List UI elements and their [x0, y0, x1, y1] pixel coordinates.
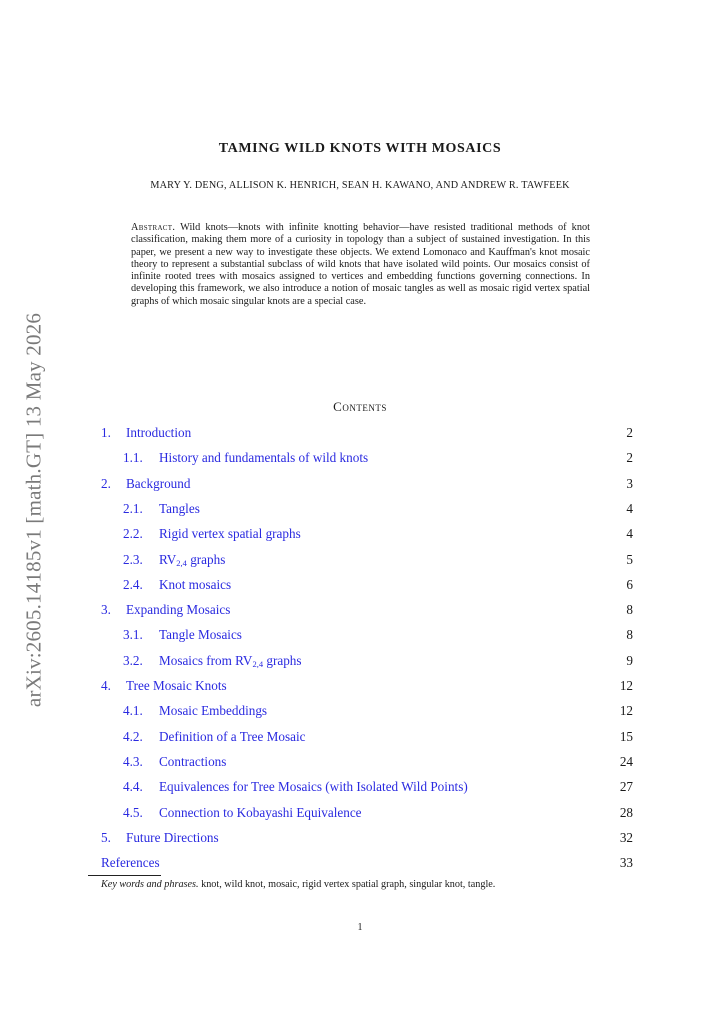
toc-entry-title[interactable]	[126, 677, 227, 695]
toc-entry[interactable]	[123, 551, 633, 569]
footnote-rule	[88, 875, 161, 876]
abstract-body: Wild knots—knots with infinite knotting behavior—have resisted traditional methods of knot classification, making them more of a curiosity in topology than a subject of sustained investigation. In this paper, we present a new way to investigate these objects. We extend Lomonaco and Kauffman's knot mosaic theory to represent a substantial subclass of wild knots that have isolated wild points. Our mosaics consist of infinite rooted trees with mosaics assigned to vertices and embedding functions governing connections. In developing this framework, we also introduce a notion of mosaic tangles as well as mosaic rigid vertex spatial graphs of which mosaic singular knots are a special case.	[131, 222, 590, 307]
toc-entry[interactable]	[123, 702, 633, 720]
toc-entry-title-suffix[interactable]: graphs	[186, 551, 226, 567]
toc-entry-title[interactable]	[159, 728, 306, 746]
toc-entry-page: 8	[626, 627, 633, 643]
toc-entry-title-text[interactable]: History and fundamentals of wild knots	[159, 450, 369, 466]
paper-title: TAMING WILD KNOTS WITH MOSAICS	[218, 141, 502, 156]
toc-entry[interactable]	[123, 626, 633, 644]
toc-entry-page: 33	[619, 855, 633, 871]
toc-entry-number[interactable]: 2.4.	[123, 576, 143, 592]
toc-entry-title[interactable]	[159, 804, 362, 822]
toc-entry[interactable]	[123, 500, 633, 518]
keywords-footnote	[101, 879, 495, 890]
contents-heading: Contents	[333, 399, 387, 414]
toc-entry[interactable]	[123, 449, 633, 467]
toc-entry-page: 2	[626, 425, 633, 440]
toc-entry-title[interactable]	[159, 702, 267, 720]
toc-entry-title-text[interactable]: Background	[126, 475, 191, 491]
toc-entry-title-text[interactable]: Tangle Mosaics	[159, 627, 242, 643]
toc-entry[interactable]	[123, 525, 633, 543]
toc-entry[interactable]	[123, 728, 633, 746]
toc-entry-title[interactable]	[159, 576, 231, 594]
toc-entry-title[interactable]	[159, 753, 226, 771]
toc-entry-number[interactable]: 3.2.	[123, 652, 143, 668]
toc-entry-title[interactable]	[159, 551, 225, 569]
toc-entry-title[interactable]	[159, 626, 242, 644]
toc-entry-title-text[interactable]: Future Directions	[126, 829, 219, 845]
toc-entry-number[interactable]: 4.1.	[123, 703, 143, 719]
toc-entry-page: 32	[619, 829, 633, 845]
toc-entry-title-text[interactable]: Expanding Mosaics	[126, 602, 231, 618]
toc-entry-page: 12	[619, 678, 633, 693]
toc-entry-page: 15	[619, 728, 633, 744]
toc-entry-page: 8	[626, 602, 633, 618]
toc-entry[interactable]	[101, 475, 633, 493]
toc-entry-number[interactable]: 3.	[101, 602, 111, 618]
toc-entry-page: 24	[619, 753, 633, 769]
toc-entry-title[interactable]	[159, 652, 302, 670]
toc-entry-number[interactable]: 4.4.	[123, 779, 143, 795]
toc-entry-number[interactable]: 5.	[101, 829, 111, 845]
toc-entry-number[interactable]: 4.3.	[123, 753, 143, 769]
abstract	[131, 222, 590, 308]
toc-entry-title-suffix[interactable]: graphs	[263, 652, 302, 668]
toc-entry-page: 12	[619, 703, 633, 719]
toc-entry[interactable]	[101, 854, 633, 872]
toc-entry-title[interactable]	[126, 475, 190, 493]
toc-entry-subscript[interactable]: 2,4	[176, 557, 187, 568]
toc-entry[interactable]	[123, 804, 633, 822]
toc-entry-number[interactable]: 2.	[101, 475, 111, 491]
toc-entry-number[interactable]: 2.3.	[123, 551, 143, 567]
toc-entry-title-text[interactable]: Tree Mosaic Knots	[126, 678, 227, 693]
page-number: 1	[357, 922, 363, 933]
toc-entry[interactable]	[123, 576, 633, 594]
toc-entry[interactable]	[123, 753, 633, 771]
toc-entry-title[interactable]	[159, 500, 200, 518]
toc-entry-number[interactable]: 4.5.	[123, 804, 143, 820]
toc-entry-title[interactable]	[159, 778, 468, 796]
toc-entry-page: 28	[619, 804, 633, 820]
toc-entry-title[interactable]	[126, 424, 191, 442]
toc-entry-page: 5	[626, 551, 633, 567]
toc-entry-number[interactable]: 3.1.	[123, 627, 143, 643]
toc-entry-title-text[interactable]: Introduction	[126, 425, 192, 440]
toc-entry[interactable]	[101, 601, 633, 619]
toc-entry-number[interactable]: 2.2.	[123, 526, 143, 542]
toc-entry-page: 4	[626, 526, 633, 542]
keywords-label: Key words and phrases.	[101, 879, 199, 890]
toc-entry-page: 2	[626, 450, 633, 466]
toc-entry-page: 9	[626, 652, 633, 668]
toc-entry-title-text[interactable]: Connection to Kobayashi Equivalence	[159, 804, 362, 820]
toc-entry[interactable]	[101, 424, 633, 442]
toc-entry-subscript[interactable]: 2,4	[252, 658, 264, 669]
abstract-heading: Abstract.	[131, 222, 176, 233]
toc-entry-number[interactable]: 4.2.	[123, 728, 143, 744]
toc-entry-number[interactable]: 1.1.	[123, 450, 143, 466]
toc-entry[interactable]	[123, 652, 633, 670]
toc-entry[interactable]	[101, 829, 633, 847]
toc-entry-title-text[interactable]: Knot mosaics	[159, 576, 232, 592]
toc-entry-title-text[interactable]: References	[101, 855, 160, 871]
toc-entry-number[interactable]: 4.	[101, 678, 111, 693]
toc-entry-title[interactable]	[159, 525, 301, 543]
toc-entry-page: 6	[626, 576, 633, 592]
toc-entry-number[interactable]: 1.	[101, 425, 111, 440]
author-list: MARY Y. DENG, ALLISON K. HENRICH, SEAN H. KAWANO, AND ANDREW R. TAWFEEK	[150, 180, 570, 191]
toc-entry-title-text[interactable]: Mosaic Embeddings	[159, 703, 268, 719]
toc-entry[interactable]	[123, 778, 633, 796]
toc-entry-number[interactable]: 2.1.	[123, 500, 143, 516]
keywords-text: knot, wild knot, mosaic, rigid vertex spatial graph, singular knot, tangle.	[198, 879, 496, 890]
toc-entry-title[interactable]	[101, 854, 160, 872]
toc-entry-title-text[interactable]: RV	[159, 551, 177, 567]
toc-entry-title[interactable]	[126, 601, 230, 619]
toc-entry-title[interactable]	[126, 829, 219, 847]
toc-entry-title-text[interactable]: Mosaics from RV	[159, 652, 253, 668]
toc-entry-title-text[interactable]: Contractions	[159, 753, 227, 769]
toc-entry-title-text[interactable]: Tangles	[159, 500, 200, 516]
arxiv-identifier: arXiv:2605.14185v1 [math.GT] 13 May 2026	[21, 312, 46, 708]
toc-entry-title-text[interactable]: Rigid vertex spatial graphs	[159, 526, 301, 542]
toc-entry-title-text[interactable]: Equivalences for Tree Mosaics (with Isolated Wild Points)	[159, 779, 468, 795]
toc-entry[interactable]	[101, 677, 633, 695]
toc-entry-page: 27	[619, 779, 633, 795]
toc-entry-title[interactable]	[159, 449, 368, 467]
toc-entry-title-text[interactable]: Definition of a Tree Mosaic	[159, 728, 306, 744]
toc-entry-page: 4	[626, 500, 633, 516]
toc-entry-page: 3	[626, 475, 633, 491]
